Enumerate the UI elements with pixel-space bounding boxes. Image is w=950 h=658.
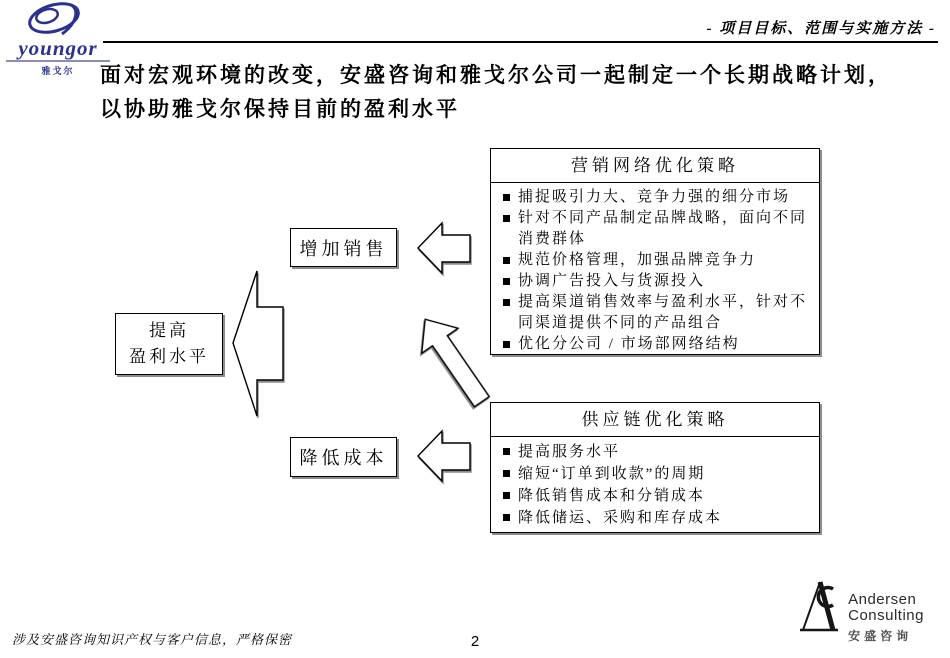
slide-title-line1: 面对宏观环境的改变，安盛咨询和雅戈尔公司一起制定一个长期战略计划， [100,63,892,87]
bullet-square-icon [503,215,510,222]
bullet-text: 捕捉吸引力大、竞争力强的细分市场 [518,189,791,205]
section-label: - 项目目标、范围与实施方法 - [706,21,936,37]
andersen-consulting-logo [800,580,924,644]
bullet-text: 缩短“订单到收款”的周期 [518,466,706,482]
slide-title-line2: 以协助雅戈尔保持目前的盈利水平 [100,97,460,121]
goal-box-line2: 盈利水平 [129,347,209,366]
arrow-to-increase-sales [418,223,470,273]
bullet-square-icon [503,470,510,477]
bullet-text: 优化分公司 / 市场部网络结构 [518,336,740,352]
logo-brand-text: youngor [6,38,110,62]
supply-strategy-title: 供应链优化策略 [491,403,819,437]
marketing-strategy-title: 营销网络优化策略 [491,149,819,183]
consultant-chinese-name: 安盛咨询 [848,629,913,643]
confidentiality-note: 涉及安盛咨询知识产权与客户信息，严格保密 [12,632,293,647]
goal-box-line1: 提高 [149,321,189,340]
bullet-square-icon [503,448,510,455]
arrow-diagonal-up-left [407,307,500,414]
consultant-name-line2: Consulting [848,607,924,624]
list-item [501,485,813,507]
marketing-strategy-box [490,148,820,355]
bullet-text: 提高服务水平 [518,444,621,460]
bullet-square-icon [503,194,510,201]
reduce-cost-box: 降低成本 [290,437,397,477]
bullet-text: 针对不同产品制定品牌战略，面向不同消费群体 [518,210,808,247]
increase-sales-box: 增加销售 [290,228,397,267]
list-item [501,208,813,250]
bullet-square-icon [503,257,510,264]
list-item [501,271,813,292]
andersen-ac-icon [800,580,840,632]
marketing-strategy-list [491,183,819,357]
bullet-square-icon [503,278,510,285]
logo-sub-text: 雅戈尔 [41,66,75,76]
bullet-square-icon [503,341,510,348]
bullet-text: 规范价格管理，加强品牌竞争力 [518,252,757,268]
supply-strategy-list [491,437,819,532]
bullet-square-icon [503,514,510,521]
list-item [501,187,813,208]
list-item [501,463,813,485]
bullet-text: 降低储运、采购和库存成本 [518,510,723,526]
bullet-text: 协调广告投入与货源投入 [518,273,706,289]
list-item [501,507,813,529]
bullet-square-icon [503,299,510,306]
consultant-name-line1: Andersen [848,591,917,608]
arrow-to-goal [233,271,283,416]
list-item [501,334,813,355]
supply-strategy-box [490,402,820,533]
page-number: 2 [470,633,480,650]
list-item [501,292,813,334]
list-item [501,250,813,271]
list-item [501,441,813,463]
bullet-text: 提高渠道销售效率与盈利水平，针对不同渠道提供不同的产品组合 [518,294,808,331]
bullet-square-icon [503,492,510,499]
andersen-text-block [848,580,924,644]
bullet-text: 降低销售成本和分销成本 [518,488,706,504]
goal-box [115,313,223,375]
arrow-to-reduce-cost [418,431,470,481]
